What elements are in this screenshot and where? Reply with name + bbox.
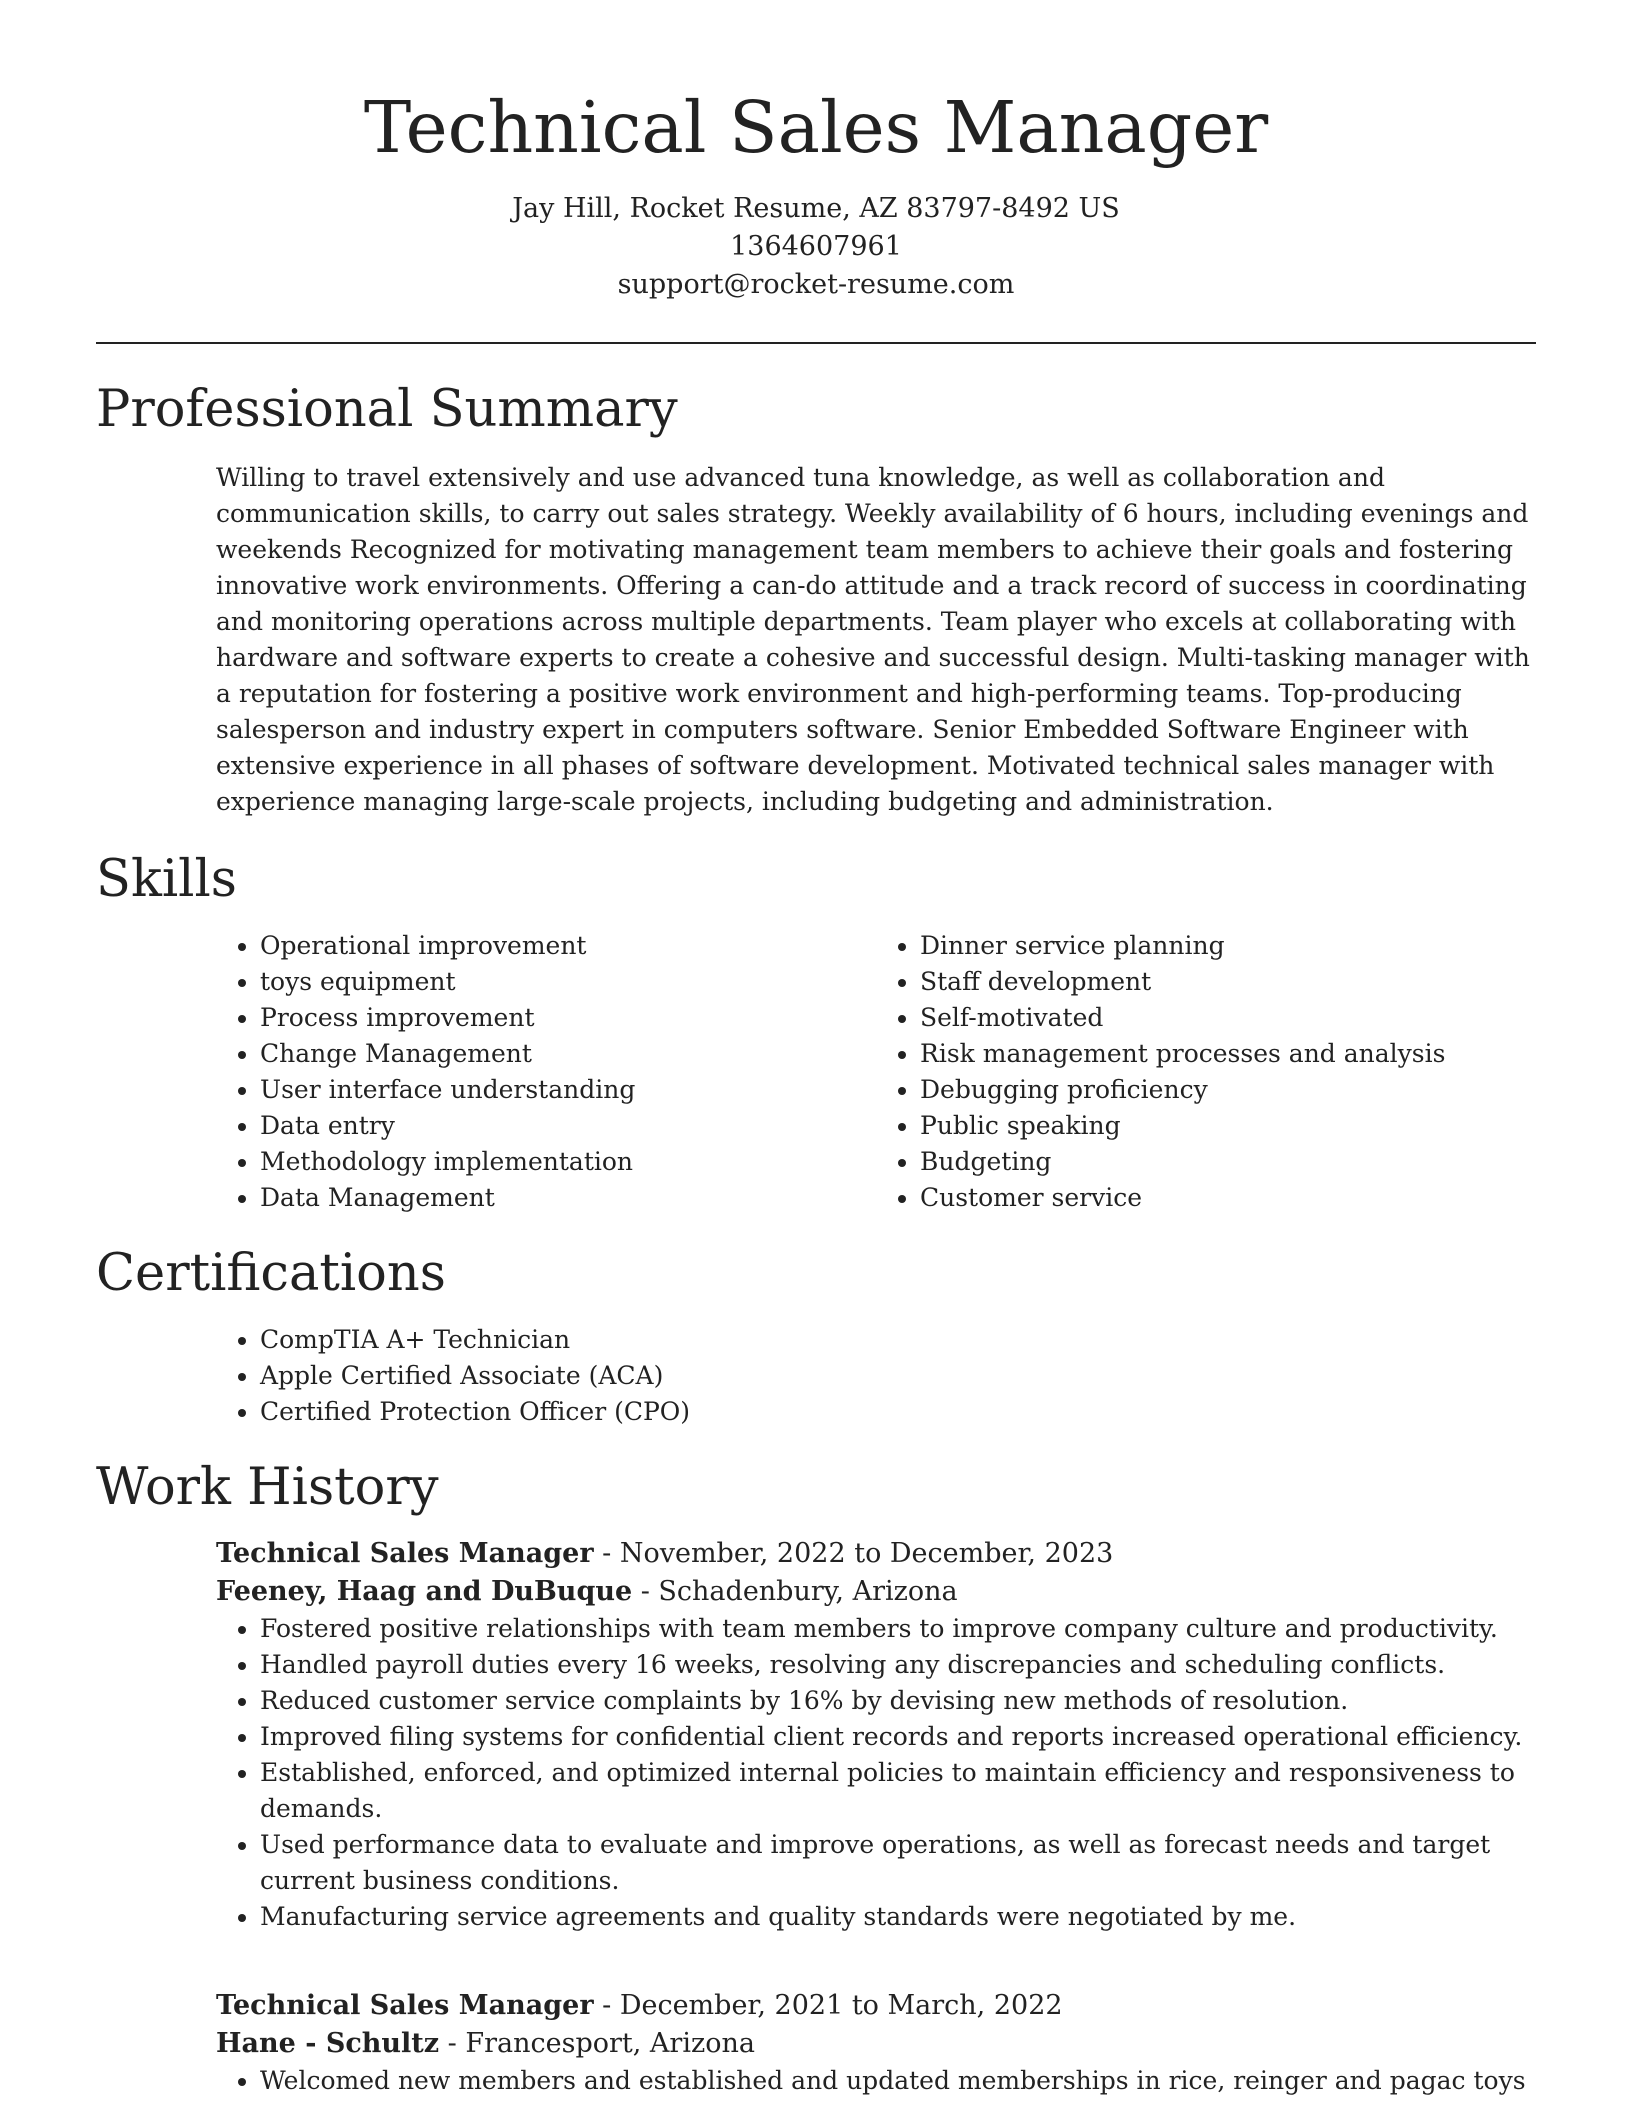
job-location: - Francesport, Arizona [439, 2028, 755, 2059]
list-item: • Process improvement [260, 1000, 876, 1036]
list-item: • Certified Protection Officer (CPO) [260, 1394, 1536, 1430]
summary-heading: Professional Summary [96, 380, 678, 439]
list-item: • Data entry [260, 1108, 876, 1144]
list-item: • Self-motivated [920, 1000, 1536, 1036]
list-item: • Operational improvement [260, 928, 876, 964]
list-item: • Data Management [260, 1180, 876, 1216]
list-item: • Improved filing systems for confidential client records and reports increased operational efficiency. [260, 1719, 1536, 1755]
list-item: • Established, enforced, and optimized internal policies to maintain efficiency and responsiveness to demands. [260, 1755, 1536, 1827]
header-divider [96, 342, 1536, 344]
job-dates: - November, 2022 to December, 2023 [593, 1538, 1114, 1569]
list-item: • Debugging proficiency [920, 1072, 1536, 1108]
resume-title: Technical Sales Manager [363, 86, 1269, 169]
list-item: • Risk management processes and analysis [920, 1036, 1536, 1072]
work-history-heading: Work History [96, 1458, 439, 1517]
summary-section [216, 460, 1536, 820]
job-bullets [216, 2063, 1536, 2099]
list-item: • Staff development [920, 964, 1536, 1000]
resume-header [96, 80, 1536, 304]
job-title: Technical Sales Manager [216, 1538, 594, 1569]
list-item: • Dinner service planning [920, 928, 1536, 964]
skills-heading: Skills [96, 850, 237, 909]
list-item: • Handled payroll duties every 16 weeks, resolving any discrepancies and scheduling conflicts. [260, 1647, 1536, 1683]
contact-address: Jay Hill, Rocket Resume, AZ 83797-8492 US [512, 193, 1120, 224]
job-entry [216, 1987, 1536, 2099]
job-company: Hane - Schultz [216, 2028, 440, 2059]
list-item: • CompTIA A+ Technician [260, 1322, 1536, 1358]
job-dates: - December, 2021 to March, 2022 [593, 1990, 1063, 2021]
list-item: • Used performance data to evaluate and improve operations, as well as forecast needs and target current business conditions. [260, 1827, 1536, 1899]
job-entry [216, 1535, 1536, 1935]
job-company-line [216, 2025, 1536, 2063]
list-item: • Reduced customer service complaints by 16% by devising new methods of resolution. [260, 1683, 1536, 1719]
skills-section [216, 928, 1536, 1216]
list-item: • Manufacturing service agreements and quality standards were negotiated by me. [260, 1899, 1536, 1935]
job-title-line [216, 1535, 1536, 1573]
summary-text: Willing to travel extensively and use advanced tuna knowledge, as well as collaboration and communication skills, to carry out sales strategy. Weekly availability of 6 hours, including evenings and weekends Recognized for motivating management team members to achieve their goals and fostering innovative work environments. Offering a can-do attitude and a track record of success in coordinating and monitoring operations across multiple departments. Team player who excels at collaborating with hardware and software experts to create a cohesive and successful design. Multi-tasking manager with a reputation for fostering a positive work environment and high-performing teams. Top-producing salesperson and industry expert in computers software. Senior Embedded Software Engineer with extensive experience in all phases of software development. Motivated technical sales manager with experience managing large-scale projects, including budgeting and administration. [216, 463, 1530, 816]
list-item: • Methodology implementation [260, 1144, 876, 1180]
list-item: • Welcomed new members and established and updated memberships in rice, reinger and pagac toys [260, 2063, 1536, 2099]
job-title: Technical Sales Manager [216, 1990, 594, 2021]
certifications-list [216, 1322, 1536, 1430]
certifications-section [216, 1322, 1536, 1430]
job-title-line [216, 1987, 1536, 2025]
list-item: • toys equipment [260, 964, 876, 1000]
list-item: • Apple Certified Associate (ACA) [260, 1358, 1536, 1394]
job-bullets [216, 1611, 1536, 1935]
job-company: Feeney, Haag and DuBuque [216, 1576, 633, 1607]
contact-phone: 1364607961 [730, 231, 902, 262]
contact-email: support@rocket-resume.com [617, 269, 1015, 300]
list-item: • Customer service [920, 1180, 1536, 1216]
list-item: • Budgeting [920, 1144, 1536, 1180]
list-item: • User interface understanding [260, 1072, 876, 1108]
job-company-line [216, 1573, 1536, 1611]
list-item: • Change Management [260, 1036, 876, 1072]
certifications-heading: Certifications [96, 1244, 446, 1303]
list-item: • Public speaking [920, 1108, 1536, 1144]
list-item: • Fostered positive relationships with team members to improve company culture and productivity. [260, 1611, 1536, 1647]
skills-list-left [216, 928, 876, 1216]
job-location: - Schadenbury, Arizona [632, 1576, 958, 1607]
contact-block [96, 190, 1536, 304]
skills-list-right [876, 928, 1536, 1216]
